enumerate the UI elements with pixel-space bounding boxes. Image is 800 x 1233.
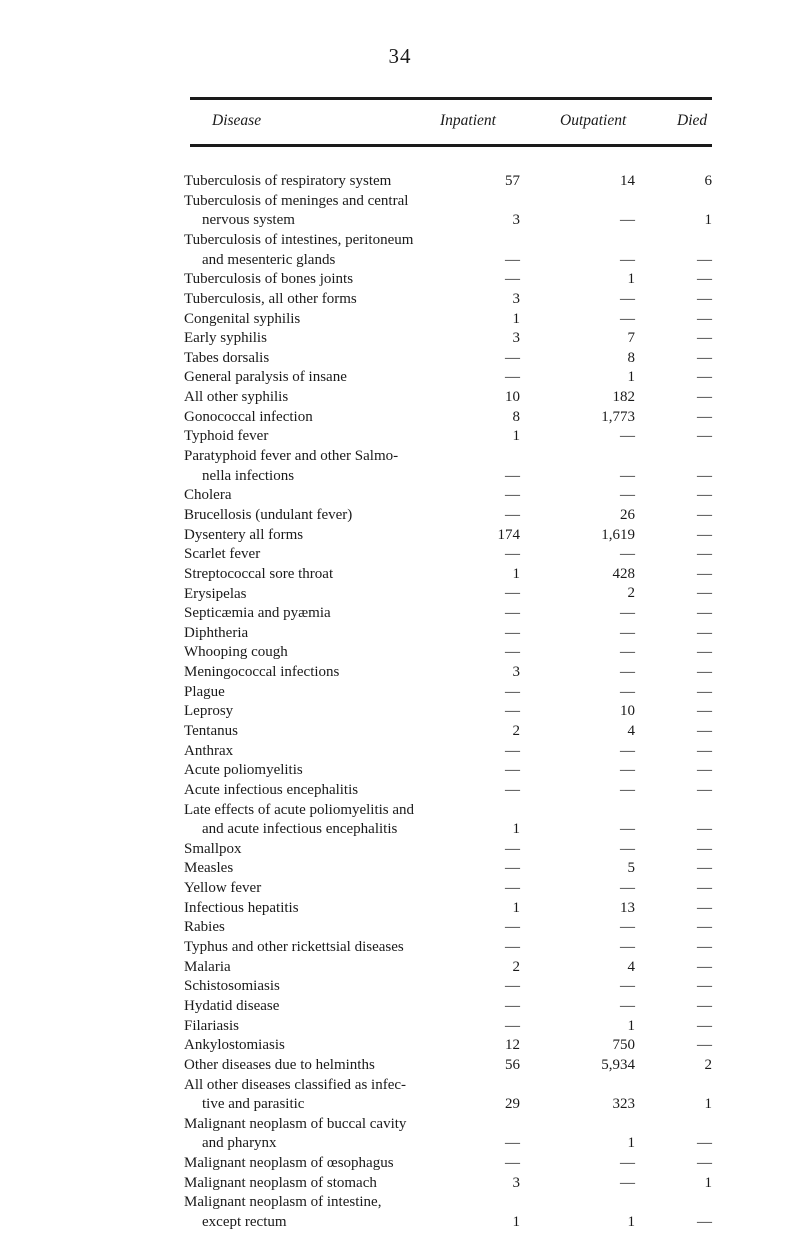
disease-name <box>184 1193 514 1232</box>
died-count: — <box>697 722 712 739</box>
disease-name <box>184 683 514 703</box>
table-row <box>0 1076 800 1115</box>
table-row <box>0 899 800 919</box>
disease-name <box>184 231 514 270</box>
disease-name-line: Acute poliomyelitis <box>184 762 303 779</box>
outpatient-count: 14 <box>620 172 635 189</box>
disease-name-line: Septicæmia and pyæmia <box>184 605 331 622</box>
died-count: — <box>697 526 712 543</box>
died-count: — <box>697 565 712 582</box>
table-row <box>0 840 800 860</box>
inpatient-count: 174 <box>497 526 520 543</box>
inpatient-count: 3 <box>512 664 520 681</box>
disease-name-line: and mesenteric glands <box>202 251 336 268</box>
disease-name-line: Infectious hepatitis <box>184 899 299 916</box>
disease-name <box>184 486 514 506</box>
inpatient-count: 3 <box>512 1174 520 1191</box>
disease-name <box>184 1056 514 1076</box>
table-row <box>0 879 800 899</box>
table-row <box>0 329 800 349</box>
table-row <box>0 310 800 330</box>
disease-name-line: All other syphilis <box>184 389 289 406</box>
inpatient-count: — <box>505 997 520 1014</box>
table-row <box>0 742 800 762</box>
disease-name-line: Paratyphoid fever and other Salmo- <box>184 448 399 464</box>
table-row <box>0 1056 800 1076</box>
inpatient-count: — <box>505 605 520 622</box>
table-row <box>0 231 800 270</box>
disease-name-line: Diphtheria <box>184 624 249 641</box>
disease-name <box>184 742 514 762</box>
header-disease: Disease <box>212 112 262 129</box>
disease-name-line: nella infections <box>202 467 295 484</box>
disease-name <box>184 427 514 447</box>
died-count: — <box>697 271 712 288</box>
disease-name-line: Other diseases due to helminths <box>184 1056 375 1073</box>
disease-name-line: Tentanus <box>184 722 238 739</box>
inpatient-count: — <box>505 683 520 700</box>
disease-name-line: Brucellosis (undulant fever) <box>184 506 353 523</box>
disease-name <box>184 781 514 801</box>
disease-name-line: Scarlet fever <box>184 546 261 563</box>
disease-name-line: Meningococcal infections <box>184 664 340 681</box>
table-row <box>0 1193 800 1232</box>
table-row <box>0 604 800 624</box>
disease-name-line: Measles <box>184 860 234 877</box>
disease-name <box>184 526 514 546</box>
outpatient-count: 182 <box>612 389 635 406</box>
table-row <box>0 1017 800 1037</box>
disease-name-line: Tuberculosis of meninges and central <box>184 192 409 209</box>
table-row <box>0 585 800 605</box>
inpatient-count: 29 <box>505 1096 520 1113</box>
inpatient-count: — <box>505 880 520 897</box>
disease-name-line: Anthrax <box>184 742 234 759</box>
died-count: — <box>697 585 712 602</box>
disease-name-line: Hydatid disease <box>184 997 280 1014</box>
disease-name-line: Erysipelas <box>184 585 247 602</box>
disease-name <box>184 329 514 349</box>
outpatient-count: 1 <box>627 1214 635 1231</box>
inpatient-count: 1 <box>512 565 520 582</box>
disease-name-line: Late effects of acute poliomyelitis and <box>184 801 415 818</box>
table-row <box>0 761 800 781</box>
inpatient-count: — <box>505 624 520 641</box>
outpatient-count: — <box>620 781 635 798</box>
died-count: — <box>697 624 712 641</box>
died-count: — <box>697 330 712 347</box>
died-count: — <box>697 762 712 779</box>
outpatient-count: 8 <box>627 349 635 366</box>
disease-name <box>184 585 514 605</box>
died-count: — <box>697 919 712 936</box>
disease-name-line: Yellow fever <box>184 880 262 897</box>
disease-name <box>184 408 514 428</box>
disease-name <box>184 899 514 919</box>
died-count: — <box>697 428 712 445</box>
page-number: 34 <box>388 44 412 68</box>
disease-name <box>184 565 514 585</box>
inpatient-count: — <box>505 467 520 484</box>
outpatient-count: — <box>620 821 635 838</box>
disease-name <box>184 997 514 1017</box>
died-count: — <box>697 958 712 975</box>
table-row <box>0 290 800 310</box>
died-count: — <box>697 781 712 798</box>
outpatient-count: 1 <box>627 1135 635 1152</box>
died-count: — <box>697 310 712 327</box>
table-row <box>0 506 800 526</box>
outpatient-count: — <box>620 212 635 229</box>
disease-name-line: Smallpox <box>184 840 242 857</box>
disease-name-line: Streptococcal sore throat <box>184 565 334 582</box>
inpatient-count: — <box>505 506 520 523</box>
table-row <box>0 1036 800 1056</box>
table-row <box>0 486 800 506</box>
died-count: — <box>697 1017 712 1034</box>
table-row <box>0 702 800 722</box>
table-row <box>0 270 800 290</box>
inpatient-count: — <box>505 349 520 366</box>
disease-name <box>184 290 514 310</box>
table-row <box>0 643 800 663</box>
outpatient-count: — <box>620 428 635 445</box>
died-count: — <box>697 880 712 897</box>
disease-name-line: Plague <box>184 683 225 700</box>
died-count: — <box>697 251 712 268</box>
disease-name-line: and pharynx <box>202 1135 277 1152</box>
outpatient-count: 1 <box>627 1017 635 1034</box>
table-row <box>0 958 800 978</box>
died-count: — <box>697 1155 712 1172</box>
disease-name-line: Tuberculosis of intestines, peritoneum <box>184 231 414 248</box>
inpatient-count: 2 <box>512 958 520 975</box>
outpatient-count: — <box>620 683 635 700</box>
inpatient-count: — <box>505 1135 520 1152</box>
disease-name-line: Malaria <box>184 958 231 975</box>
disease-name <box>184 506 514 526</box>
table-row <box>0 663 800 683</box>
disease-name-line: Tuberculosis of respiratory system <box>184 173 392 189</box>
outpatient-count: — <box>620 997 635 1014</box>
died-count: — <box>697 703 712 720</box>
outpatient-count: — <box>620 467 635 484</box>
disease-name-line: Typhus and other rickettsial diseases <box>184 939 404 956</box>
disease-name <box>184 879 514 899</box>
disease-name-line: Leprosy <box>184 703 234 720</box>
died-count: — <box>697 683 712 700</box>
outpatient-count: 2 <box>627 585 635 602</box>
inpatient-count: — <box>505 919 520 936</box>
disease-name-line: Tuberculosis, all other forms <box>184 290 357 307</box>
disease-name-line: tive and parasitic <box>202 1096 305 1113</box>
outpatient-count: 5 <box>627 860 635 877</box>
table-row <box>0 1174 800 1194</box>
disease-name <box>184 722 514 742</box>
disease-name <box>184 1115 514 1154</box>
outpatient-count: 1,773 <box>601 408 635 425</box>
died-count: — <box>697 997 712 1014</box>
inpatient-count: 1 <box>512 1214 520 1231</box>
disease-name-line: Malignant neoplasm of œsophagus <box>184 1155 394 1172</box>
inpatient-count: — <box>505 840 520 857</box>
outpatient-count: — <box>620 251 635 268</box>
table-row <box>0 172 800 192</box>
outpatient-count: — <box>620 290 635 307</box>
table-row <box>0 918 800 938</box>
disease-name <box>184 1174 514 1194</box>
inpatient-count: 56 <box>505 1056 520 1073</box>
table-header <box>0 112 800 136</box>
disease-name-line: Acute infectious encephalitis <box>184 781 359 798</box>
inpatient-count: 57 <box>505 172 520 189</box>
disease-name <box>184 388 514 408</box>
inpatient-count: — <box>505 546 520 563</box>
died-count: 1 <box>704 1096 712 1113</box>
disease-name <box>184 1036 514 1056</box>
disease-name <box>184 801 514 840</box>
inpatient-count: — <box>505 939 520 956</box>
disease-name <box>184 368 514 388</box>
disease-name <box>184 624 514 644</box>
outpatient-count: — <box>620 605 635 622</box>
disease-name <box>184 840 514 860</box>
table-row <box>0 1115 800 1154</box>
died-count: — <box>697 349 712 366</box>
inpatient-count: — <box>505 271 520 288</box>
table-row <box>0 192 800 231</box>
outpatient-count: 13 <box>620 899 635 916</box>
table-row <box>0 368 800 388</box>
disease-name-line: and acute infectious encephalitis <box>202 821 398 838</box>
died-count: — <box>697 1037 712 1054</box>
disease-name-line: Tuberculosis of bones joints <box>184 271 354 288</box>
died-count: — <box>697 1214 712 1231</box>
disease-name-line: Typhoid fever <box>184 428 269 445</box>
table-row <box>0 624 800 644</box>
inpatient-count: 1 <box>512 899 520 916</box>
inpatient-count: — <box>505 742 520 759</box>
disease-name <box>184 859 514 879</box>
inpatient-count: — <box>505 978 520 995</box>
disease-name-line: Gonococcal infection <box>184 408 313 425</box>
table-row <box>0 859 800 879</box>
disease-name <box>184 1076 514 1115</box>
inpatient-count: 3 <box>512 212 520 229</box>
outpatient-count: — <box>620 762 635 779</box>
inpatient-count: 3 <box>512 330 520 347</box>
died-count: — <box>697 605 712 622</box>
outpatient-count: 5,934 <box>601 1056 635 1073</box>
disease-name <box>184 172 514 192</box>
outpatient-count: — <box>620 487 635 504</box>
inpatient-count: — <box>505 781 520 798</box>
disease-name <box>184 663 514 683</box>
disease-name-line: Malignant neoplasm of buccal cavity <box>184 1115 407 1132</box>
table-row <box>0 526 800 546</box>
inpatient-count: — <box>505 703 520 720</box>
table-row <box>0 349 800 369</box>
disease-name <box>184 643 514 663</box>
disease-name-line: Malignant neoplasm of intestine, <box>184 1194 382 1211</box>
died-count: 6 <box>704 172 712 189</box>
inpatient-count: 1 <box>512 428 520 445</box>
table-row <box>0 781 800 801</box>
inpatient-count: 10 <box>505 389 520 406</box>
disease-name-line: nervous system <box>202 212 295 229</box>
inpatient-count: — <box>505 860 520 877</box>
disease-name-line: All other diseases classified as infec- <box>184 1076 407 1093</box>
died-count: — <box>697 506 712 523</box>
outpatient-count: 4 <box>627 958 635 975</box>
disease-name <box>184 761 514 781</box>
outpatient-count: — <box>620 880 635 897</box>
died-count: — <box>697 978 712 995</box>
header-outpatient: Outpatient <box>560 112 627 129</box>
outpatient-count: 10 <box>620 703 635 720</box>
disease-name <box>184 447 514 486</box>
disease-name <box>184 1154 514 1174</box>
disease-name-line: Schistosomiasis <box>184 978 280 995</box>
table-row <box>0 1154 800 1174</box>
disease-name-line: Early syphilis <box>184 330 267 347</box>
outpatient-count: 26 <box>620 506 635 523</box>
inpatient-count: — <box>505 1155 520 1172</box>
outpatient-count: 1 <box>627 271 635 288</box>
header-bottom-rule <box>190 144 712 147</box>
header-inpatient: Inpatient <box>440 112 496 129</box>
disease-name <box>184 1017 514 1037</box>
outpatient-count: — <box>620 664 635 681</box>
died-count: — <box>697 369 712 386</box>
outpatient-count: 750 <box>612 1037 635 1054</box>
inpatient-count: — <box>505 644 520 661</box>
inpatient-count: — <box>505 487 520 504</box>
disease-name-line: Whooping cough <box>184 644 288 661</box>
died-count: — <box>697 487 712 504</box>
table-row <box>0 683 800 703</box>
disease-name-line: Malignant neoplasm of stomach <box>184 1174 377 1191</box>
disease-name-line: Cholera <box>184 487 232 504</box>
died-count: — <box>697 899 712 916</box>
table-row <box>0 565 800 585</box>
table-row <box>0 801 800 840</box>
inpatient-count: 12 <box>505 1037 520 1054</box>
inpatient-count: 2 <box>512 722 520 739</box>
inpatient-count: 1 <box>512 821 520 838</box>
disease-name <box>184 918 514 938</box>
disease-name-line: Tabes dorsalis <box>184 349 270 366</box>
outpatient-count: — <box>620 939 635 956</box>
died-count: 2 <box>704 1056 712 1073</box>
died-count: — <box>697 546 712 563</box>
outpatient-count: — <box>620 644 635 661</box>
outpatient-count: — <box>620 742 635 759</box>
inpatient-count: 8 <box>512 408 520 425</box>
inpatient-count: 1 <box>512 310 520 327</box>
died-count: — <box>697 821 712 838</box>
outpatient-count: 323 <box>612 1096 635 1113</box>
outpatient-count: — <box>620 546 635 563</box>
disease-name <box>184 604 514 624</box>
died-count: — <box>697 408 712 425</box>
outpatient-count: 428 <box>612 565 635 582</box>
disease-name <box>184 977 514 997</box>
outpatient-count: 7 <box>627 330 635 347</box>
outpatient-count: 1,619 <box>601 526 635 543</box>
table-row <box>0 938 800 958</box>
died-count: — <box>697 389 712 406</box>
outpatient-count: 1 <box>627 369 635 386</box>
outpatient-count: — <box>620 624 635 641</box>
table-row <box>0 408 800 428</box>
died-count: — <box>697 742 712 759</box>
disease-name-line: Filariasis <box>184 1017 239 1034</box>
disease-name <box>184 938 514 958</box>
outpatient-count: 4 <box>627 722 635 739</box>
inpatient-count: 3 <box>512 290 520 307</box>
disease-name-line: Rabies <box>184 919 225 936</box>
inpatient-count: — <box>505 585 520 602</box>
header-top-rule <box>190 97 712 100</box>
disease-name <box>184 958 514 978</box>
died-count: — <box>697 644 712 661</box>
disease-name-line: General paralysis of insane <box>184 369 347 386</box>
died-count: — <box>697 467 712 484</box>
outpatient-count: — <box>620 1155 635 1172</box>
disease-name <box>184 349 514 369</box>
table-row <box>0 977 800 997</box>
outpatient-count: — <box>620 310 635 327</box>
died-count: — <box>697 1135 712 1152</box>
died-count: 1 <box>704 212 712 229</box>
disease-name <box>184 702 514 722</box>
died-count: — <box>697 860 712 877</box>
outpatient-count: — <box>620 840 635 857</box>
outpatient-count: — <box>620 919 635 936</box>
died-count: 1 <box>704 1174 712 1191</box>
inpatient-count: — <box>505 369 520 386</box>
disease-name <box>184 192 514 231</box>
disease-name-line: except rectum <box>202 1214 287 1231</box>
disease-name-line: Dysentery all forms <box>184 526 304 543</box>
died-count: — <box>697 939 712 956</box>
table-row <box>0 427 800 447</box>
inpatient-count: — <box>505 762 520 779</box>
inpatient-count: — <box>505 251 520 268</box>
table-row <box>0 997 800 1017</box>
header-died: Died <box>677 112 708 129</box>
disease-name <box>184 310 514 330</box>
died-count: — <box>697 290 712 307</box>
table-row <box>0 447 800 486</box>
table-row <box>0 722 800 742</box>
died-count: — <box>697 664 712 681</box>
disease-name <box>184 545 514 565</box>
outpatient-count: — <box>620 978 635 995</box>
died-count: — <box>697 840 712 857</box>
disease-table <box>0 172 800 1233</box>
outpatient-count: — <box>620 1174 635 1191</box>
table-row <box>0 388 800 408</box>
disease-name <box>184 270 514 290</box>
inpatient-count: — <box>505 1017 520 1034</box>
disease-name-line: Ankylostomiasis <box>184 1037 285 1054</box>
disease-name-line: Congenital syphilis <box>184 310 301 327</box>
table-row <box>0 545 800 565</box>
